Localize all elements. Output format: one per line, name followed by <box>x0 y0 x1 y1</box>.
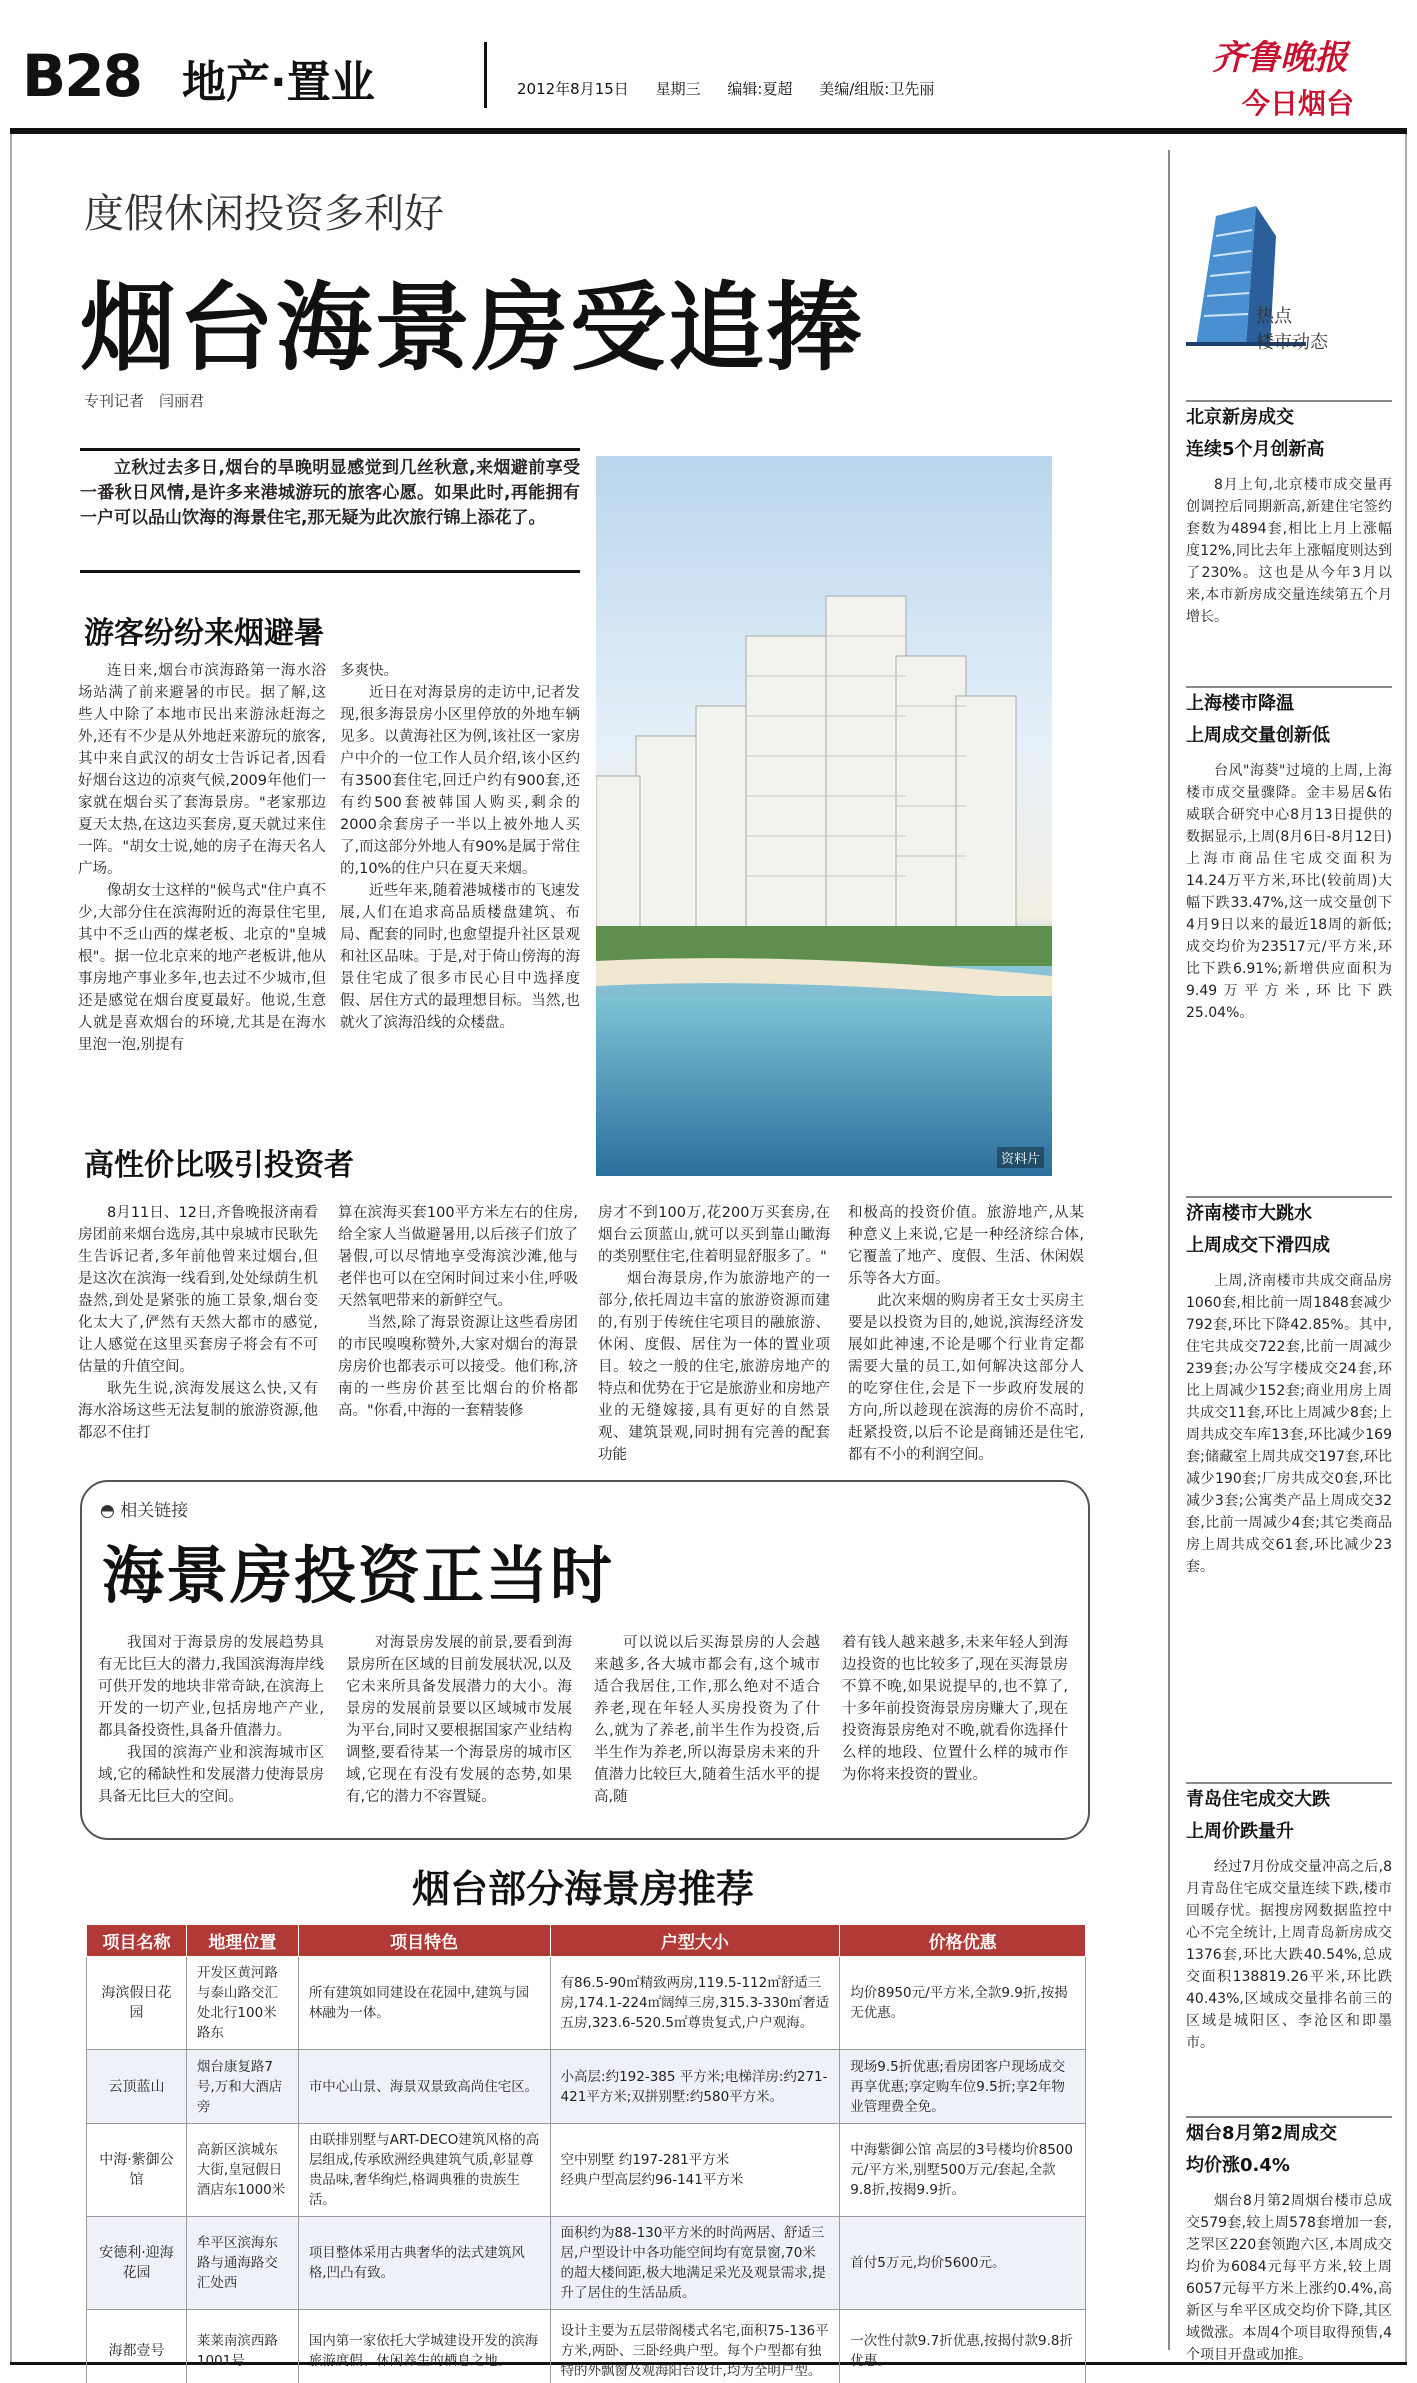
related-tag-icon: ◓ <box>100 1501 115 1521</box>
table-row <box>87 2124 1086 2217</box>
hot-label: 热点 <box>1256 306 1292 327</box>
sidebar-item <box>1186 686 1392 1024</box>
sidebar-item <box>1186 400 1392 628</box>
brand-logo: 齐鲁晚报 <box>1212 38 1348 78</box>
project-name: 海都壹号 <box>87 2310 187 2383</box>
header-rule <box>10 128 1407 134</box>
masthead <box>22 18 1397 128</box>
paragraph: 此次来烟的购房者王女士买房主要是以投资为目的,她说,滨海经济发展如此神速,不论是哪个行业肯定都需要大量的员工,如何解决这部分人的吃穿住住,会是下一步政府发展的方向,所以趁现在滨海的房价不高时,赶紧投资,以后不论是商铺还是住宅,都有不小的利润空间。 <box>848 1293 1084 1463</box>
column-header: 价格优惠 <box>840 1925 1086 1957</box>
paragraph: 房才不到100万,花200万买套房,在烟台云顶蓝山,就可以买到靠山瞰海的类别墅住宅,住着明显舒服多了。" <box>598 1205 830 1265</box>
lead-box <box>80 448 580 578</box>
project-location: 莱莱南滨西路1001号 <box>186 2310 298 2383</box>
sidebar <box>1186 150 1392 2363</box>
project-feature: 项目整体采用古典奢华的法式建筑风格,凹凸有致。 <box>298 2217 550 2310</box>
news-headline: 烟台8月第2周成交 <box>1186 2123 1338 2144</box>
paragraph: 可以说以后买海景房的人会越来越多,各大城市都会有,这个城市适合我居住,工作,那么绝对不适合养老,现在年轻人买房投资为了什么,就为了养老,前半生作为投资,后半生作为养老,所以海景房未来的升值潜力比较巨大,随着生活水平的提高,随 <box>594 1635 820 1805</box>
related-col4 <box>842 1632 1068 1786</box>
photo-illustration <box>596 456 1052 1176</box>
lead-rule-bottom <box>80 570 580 573</box>
project-location: 开发区黄河路与泰山路交汇处北行100米路东 <box>186 1957 298 2050</box>
project-feature: 所有建筑如同建设在花园中,建筑与园林融为一体。 <box>298 1957 550 2050</box>
news-subheadline: 上周成交下滑四成 <box>1186 1235 1330 1256</box>
related-col3 <box>594 1632 820 1808</box>
header-divider <box>484 42 487 108</box>
issue-date: 2012年8月15日 <box>517 80 629 98</box>
sidebar-divider <box>1168 150 1170 2350</box>
news-headline: 青岛住宅成交大跌 <box>1186 1789 1330 1810</box>
project-name: 海滨假日花园 <box>87 1957 187 2050</box>
paragraph: 近些年来,随着港城楼市的飞速发展,人们在追求高品质楼盘建筑、布局、配套的同时,也愈望提升社区景观和社区品味。于是,对于倚山傍海的海景住宅成了很多市民心目中选择度假、居住方式的最理想目标。当然,也就火了滨海沿线的众楼盘。 <box>340 883 580 1031</box>
lead-rule-top <box>80 448 580 451</box>
table-header-row <box>87 1925 1086 1957</box>
related-tag: 相关链接 <box>120 1501 189 1521</box>
news-headline: 济南楼市大跳水 <box>1186 1203 1312 1224</box>
project-price: 一次性付款9.7折优惠,按揭付款9.8折优惠。 <box>840 2310 1086 2383</box>
news-subheadline: 上周价跌量升 <box>1186 1821 1294 1842</box>
news-headline: 北京新房成交 <box>1186 407 1294 428</box>
column-header: 项目名称 <box>87 1925 187 1957</box>
paragraph: 我国的滨海产业和滨海城市区域,它的稀缺性和发展潜力使海景房具备无比巨大的空间。 <box>98 1745 324 1805</box>
related-col2 <box>346 1632 572 1808</box>
paragraph: 连日来,烟台市滨海路第一海水浴场站满了前来避暑的市民。据了解,这些人中除了本地市民出来游泳赶海之外,还有不少是从外地赶来游玩的旅客,其中来自武汉的胡女士告诉记者,因看好烟台这边的凉爽气候,2009年他们一家就在烟台买了套海景房。"老家那边夏天太热,在这边买套房,夏天就过来住一阵。"胡女士说,她的房子在海天名人广场。 <box>78 663 326 877</box>
project-location: 烟台康复路7号,万和大酒店旁 <box>186 2050 298 2124</box>
recommend-title: 烟台部分海景房推荐 <box>411 1867 754 1911</box>
news-body: 经过7月份成交量冲高之后,8月青岛住宅成交量连续下跌,楼市回暖存忧。据搜房网数据监控中心不完全统计,上周青岛新房成交1376套,环比大跌40.54%,总成交面积138819.26平米,环比跌40.43%,区域成交量排名前三的区域是城阳区、李沧区和即墨市。 <box>1186 1859 1392 2051</box>
project-feature: 由联排别墅与ART-DECO建筑风格的高层组成,传承欧洲经典建筑气质,彰显尊贵品味,奢华绚烂,格调典雅的贵族生活。 <box>298 2124 550 2217</box>
project-feature: 国内第一家依托大学城建设开发的滨海旅游度假、休闲养生的栖息之地。 <box>298 2310 550 2383</box>
paragraph: 着有钱人越来越多,未来年轻人到海边投资的也比较多了,现在买海景房不算不晚,如果说提早的,也不算了,十多年前投资海景房房赚大了,现在投资海景房绝对不晚,就看你选择什么样的地段、位置什么样的城市作为你将来投资的置业。 <box>842 1635 1068 1783</box>
project-feature: 市中心山景、海景双景致高尚住宅区。 <box>298 2050 550 2124</box>
news-body: 8月上旬,北京楼市成交量再创调控后同期新高,新建住宅签约套数为4894套,相比上月上涨幅度12%,同比去年上涨幅度则达到了230%。这也是从今年3月以来,本市新房成交量连续第五个月增长。 <box>1186 477 1392 625</box>
byline: 专刊记者 闫丽君 <box>84 392 205 410</box>
recommend-table <box>86 1924 1086 2383</box>
project-layout: 空中别墅 约197-281平方米 经典户型高层约96-141平方米 <box>550 2124 840 2217</box>
section-name: 地产·置业 <box>182 57 375 108</box>
related-title: 海景房投资正当时 <box>102 1539 615 1612</box>
project-name: 安德利·迎海花园 <box>87 2217 187 2310</box>
news-subheadline: 上周成交量创新低 <box>1186 725 1330 746</box>
table-row <box>87 2310 1086 2383</box>
paragraph: 像胡女士这样的"候鸟式"住户真不少,大部分住在滨海附近的海景住宅里,其中不乏山西的煤老板、北京的"皇城根"。据一位北京来的地产老板讲,他从事房地产事业多年,也去过不少城市,但还是感觉在烟台度夏最好。他说,生意人就是喜欢烟台的环境,尤其是在海水里泡一泡,别提有 <box>78 883 326 1053</box>
column-header: 项目特色 <box>298 1925 550 1957</box>
project-location: 牟平区滨海东路与通海路交汇处西 <box>186 2217 298 2310</box>
paragraph: 近日在对海景房的走访中,记者发现,很多海景房小区里停放的外地车辆见多。以黄海社区为例,该社区一家房户中介的一位工作人员介绍,该小区约有3500套住宅,回迁户约有900套,还有约500套被韩国人购买,剩余的2000余套房子一半以上被外地人买了,而这部分外地人有90%是属于常住的,10%的住户只在夏天来烟。 <box>340 685 580 877</box>
section1-col1 <box>78 660 326 1056</box>
project-name: 云顶蓝山 <box>87 2050 187 2124</box>
paragraph: 8月11日、12日,齐鲁晚报济南看房团前来烟台选房,其中泉城市民耿先生告诉记者,多年前他曾来过烟台,但是这次在滨海一线看到,处处绿荫生机盎然,到处是紧张的施工景象,烟台变化太大了,俨然有天然大都市的感觉,让人感觉在这里买套房子将会有不可估量的升值空间。 <box>78 1205 318 1375</box>
section2-col1 <box>78 1202 318 1444</box>
project-location: 高新区滨城东大街,皇冠假日酒店东1000米 <box>186 2124 298 2217</box>
news-body: 台风"海葵"过境的上周,上海楼市成交量骤降。金丰易居&佑威联合研究中心8月13日提供的数据显示,上周(8月6日-8月12日)上海市商品住宅成交面积为14.24万平方米,环比(较前周)大幅下跌33.47%,这一成交量创下4月9日以来的最近18周的新低;成交均价为23517元/平方米,环比下跌6.91%;新增供应面积为9.49万平方米,环比下跌25.04%。 <box>1186 763 1392 1021</box>
section1-col2 <box>340 660 580 1034</box>
project-price: 现场9.5折优惠;看房团客户现场成交再享优惠;享定购车位9.5折;享2年物业管理费全免。 <box>840 2050 1086 2124</box>
paragraph: 多爽快。 <box>340 663 398 679</box>
paragraph: 算在滨海买套100平方米左右的住房,给全家人当做避暑用,以后孩子们放了暑假,可以尽情地享受海滨沙滩,他与老伴也可以在空闲时间过来小住,呼吸天然氧吧带来的新鲜空气。 <box>338 1205 578 1309</box>
sidebar-item <box>1186 2116 1392 2366</box>
edition-name: 今日烟台 <box>1242 87 1355 120</box>
news-subheadline: 连续5个月创新高 <box>1186 439 1325 460</box>
editor: 编辑:夏超 <box>727 80 793 98</box>
project-price: 首付5万元,均价5600元。 <box>840 2217 1086 2310</box>
project-layout: 面积约为88-130平方米的时尚两居、舒适三居,户型设计中各功能空间均有宽景窗,70米的超大楼间距,极大地满足采光及观景需求,提升了居住的生活品质。 <box>550 2217 840 2310</box>
related-box <box>80 1480 1090 1840</box>
lead-paragraph: 立秋过去多日,烟台的旱晚明显感觉到几丝秋意,来烟避前享受一番秋日风情,是许多来港城游玩的旅客心愿。如果此时,再能拥有一户可以品山饮海的海景住宅,那无疑为此次旅行锦上添花了。 <box>80 458 580 528</box>
project-layout: 有86.5-90㎡精致两房,119.5-112㎡舒适三房,174.1-224㎡阔绰三房,315.3-330㎡奢适五房,323.6-520.5㎡尊贵复式,户户观海。 <box>550 1957 840 2050</box>
section1-title: 游客纷纷来烟避暑 <box>84 616 324 651</box>
paragraph: 当然,除了海景资源让这些看房团的市民嗅嗅称赞外,大家对烟台的海景房房价也都表示可以接受。他们称,济南的一些房价甚至比烟台的价格都高。"你看,中海的一套精装修 <box>338 1315 578 1419</box>
photo-seaview-towers <box>596 456 1052 1176</box>
news-headline: 上海楼市降温 <box>1186 693 1294 714</box>
section2-title: 高性价比吸引投资者 <box>84 1148 354 1183</box>
table-row <box>87 1957 1086 2050</box>
market-label: 楼市动态 <box>1256 332 1328 353</box>
page-number: B28 <box>22 42 141 110</box>
table-row <box>87 2217 1086 2310</box>
project-layout: 设计主要为五层带阁楼式名宅,面积75-136平方米,两卧、三卧经典户型。每个户型都有独特的外飘窗及观海阳台设计,均为全明户型。 <box>550 2310 840 2383</box>
article-kicker: 度假休闲投资多利好 <box>84 191 444 237</box>
related-col1 <box>98 1632 324 1808</box>
project-price: 均价8950元/平方米,全款9.9折,按揭无优惠。 <box>840 1957 1086 2050</box>
news-body: 上周,济南楼市共成交商品房1060套,相比前一周1848套减少792套,环比下降42.85%。其中,住宅共成交722套,比前一周减少239套;办公写字楼成交24套,环比上周减少152套;商业用房上周共成交11套,环比上周减少8套;上周共成交车库13套,环比减少169套;储藏室上周共成交197套,环比减少190套;厂房共成交0套,环比减少3套;公寓类产品上周成交32套,比前一周减少4套;其它类商品房上周共成交61套,环比减少23套。 <box>1186 1273 1392 1575</box>
photo-credit: 资料片 <box>997 1147 1044 1168</box>
paragraph: 烟台海景房,作为旅游地产的一部分,依托周边丰富的旅游资源而建的,有别于传统住宅项目的融旅游、休闲、度假、居住为一体的置业项目。较之一般的住宅,旅游房地产的特点和优势在于它是旅游业和房地产业的无缝嫁接,具有更好的自然景观、建筑景观,同时拥有完善的配套功能 <box>598 1271 830 1463</box>
sidebar-item <box>1186 1196 1392 1578</box>
article-title: 烟台海景房受追捧 <box>80 272 864 384</box>
project-layout: 小高层:约192-385 平方米;电梯洋房:约271-421平方米;双拼别墅:约580平方米。 <box>550 2050 840 2124</box>
project-name: 中海·紫御公馆 <box>87 2124 187 2217</box>
paragraph: 耿先生说,滨海发展这么快,又有海水浴场这些无法复制的旅游资源,他都忍不住打 <box>78 1381 318 1441</box>
paragraph: 对海景房发展的前景,要看到海景房所在区域的目前发展状况,以及它未来所具备发展潜力的大小。海景房的发展前景要以区域城市发展为平台,同时又要根据国家产业结构调整,要看待某一个海景房的城市区域,它现在有没有发展的态势,如果有,它的潜力不容置疑。 <box>346 1635 572 1805</box>
column-header: 地理位置 <box>186 1925 298 1957</box>
section2-col2 <box>338 1202 578 1422</box>
column-header: 户型大小 <box>550 1925 840 1957</box>
project-price: 中海紫御公馆 高层的3号楼均价8500元/平方米,别墅500万元/套起,全款9.8折,按揭9.9折。 <box>840 2124 1086 2217</box>
page-frame-left <box>10 134 12 2364</box>
paragraph: 和极高的投资价值。旅游地产,从某种意义上来说,它是一种经济综合体,它覆盖了地产、度假、生活、休闲娱乐等各大方面。 <box>848 1205 1084 1287</box>
news-subheadline: 均价涨0.4% <box>1186 2155 1290 2176</box>
page-frame-right <box>1405 134 1407 2364</box>
sidebar-item <box>1186 1782 1392 2054</box>
section2-col3 <box>598 1202 830 1466</box>
table-row <box>87 2050 1086 2124</box>
paragraph: 我国对于海景房的发展趋势具有无比巨大的潜力,我国滨海海岸线可供开发的地块非常奇缺,在滨海上开发的一切产业,包括房地产产业,都具备投资性,具备升值潜力。 <box>98 1635 324 1739</box>
designer: 美编/组版:卫先丽 <box>819 80 935 98</box>
news-body: 烟台8月第2周烟台楼市总成交579套,较上周578套增加一套,芝罘区220套领跑六区,本周成交均价为6084元每平方米,较上周6057元每平方米上涨约0.4%,高新区与牟平区成交均价下降,其区域微涨。本周4个项目取得预售,4个项目开盘或加推。 <box>1186 2193 1392 2363</box>
section2-col4 <box>848 1202 1084 1466</box>
issue-weekday: 星期三 <box>655 80 701 98</box>
